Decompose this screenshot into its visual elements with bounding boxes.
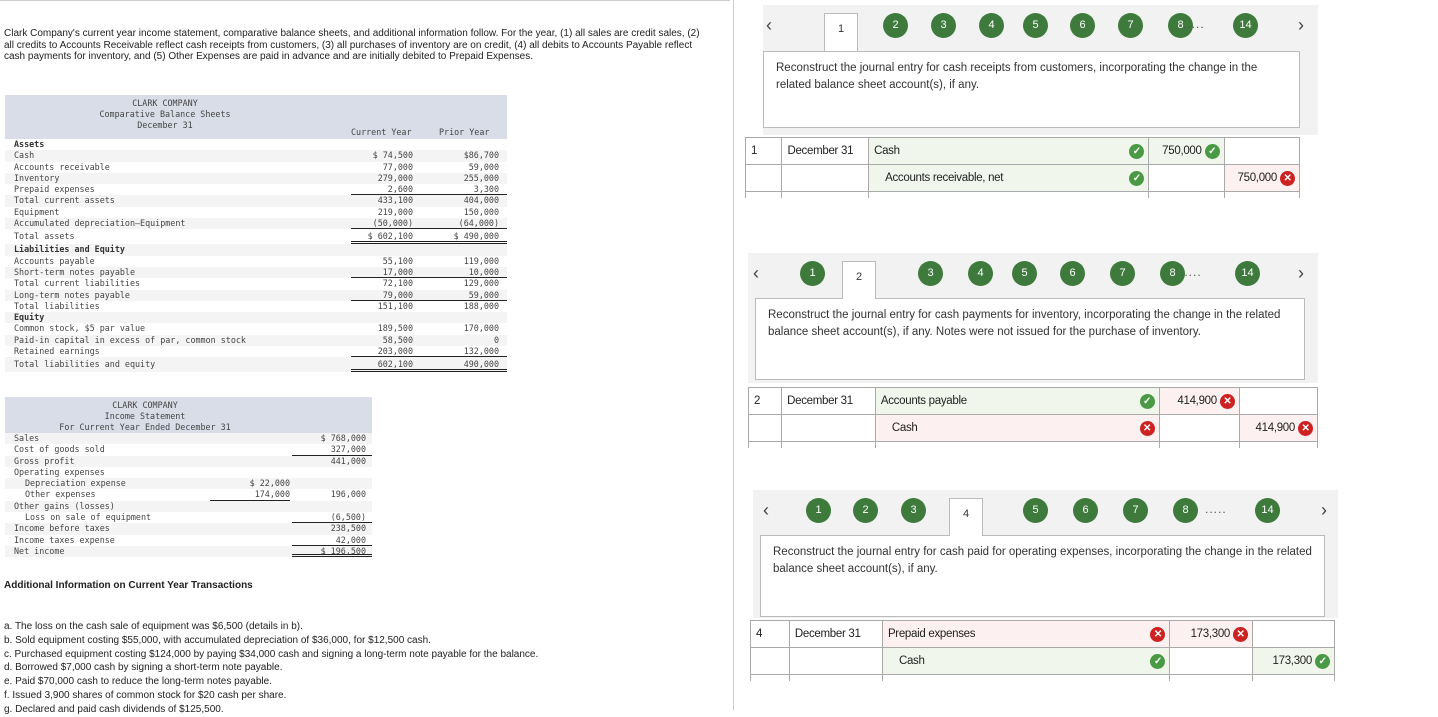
additional-info-item: d. Borrowed $7,000 cash by signing a short-term note payable. [4, 662, 283, 674]
subtotal-value: 174,000 [210, 489, 290, 500]
current-year-value: $ 74,500 [372, 150, 413, 161]
problem-intro: Clark Company's current year income statement, comparative balance sheets, and additional information follow. For the year, (1) all sales are credit sales, (2) all credits to Accounts Receivable reflect cash receipts from customers, (3) all purchases of inventory are on credit, (4) all debits to Accounts Payable reflect cash payments for inventory, and (5) Other Expenses are paid in advance and are initially debited to Prepaid Expenses. [4, 28, 700, 62]
credit-cell[interactable] [1224, 138, 1299, 165]
prior-year-value: 188,000 [463, 300, 499, 311]
date-cell [789, 621, 882, 648]
current-year-value: 433,100 [377, 195, 413, 206]
row-label: Total current assets [14, 195, 115, 206]
question-text: Reconstruct the journal entry for cash paid for operating expenses, incorporating the change in the related balance sheet account(s), if any. [760, 535, 1325, 617]
tab-6[interactable]: 6 [1073, 498, 1098, 523]
income-statement-row [5, 523, 372, 534]
prior-year-value [421, 139, 507, 150]
current-year-value: 279,000 [377, 172, 413, 183]
subtotal-value [210, 523, 290, 534]
total-value: $ 196,500 [292, 546, 372, 557]
empty-cell [875, 442, 1159, 448]
tab-7[interactable]: 7 [1110, 261, 1135, 286]
date-cell [789, 648, 882, 675]
additional-info-item: c. Purchased equipment costing $124,000 by paying $34,000 cash and signing a long-term note payable for the balance. [4, 648, 539, 660]
tab-1[interactable]: 1 [806, 498, 831, 523]
credit-cell[interactable] [1239, 388, 1317, 415]
date-cell [782, 388, 876, 415]
entry-number [751, 648, 790, 675]
entry-number [749, 415, 782, 442]
row-label: Equipment [14, 206, 60, 217]
row-label: Prepaid expenses [14, 184, 95, 195]
empty-cell [782, 442, 876, 448]
prior-year-value: 10,000 [421, 267, 507, 278]
additional-info-list [4, 620, 538, 717]
journal-entry-table [750, 620, 1335, 681]
row-label: Other gains (losses) [14, 500, 115, 511]
income-statement-row [5, 433, 372, 444]
current-year-value: 151,100 [377, 300, 413, 311]
current-year-value: 72,100 [382, 278, 413, 289]
income-statement-title-line: CLARK COMPANY [112, 400, 178, 410]
tab-2[interactable]: 2 [842, 261, 876, 299]
subtotal-value [210, 433, 290, 444]
debit-cell-text: 750,000 [1162, 145, 1202, 157]
row-label: Operating expenses [14, 466, 105, 477]
total-value [292, 467, 372, 478]
question-tabs [753, 490, 1338, 530]
previous-arrow-button[interactable]: ‹ [763, 500, 769, 520]
debit-cell[interactable] [1170, 648, 1253, 675]
credit-cell[interactable] [1224, 165, 1299, 192]
additional-info-item: g. Declared and paid cash dividends of $125,500. [4, 703, 224, 715]
journal-question-2 [748, 253, 1318, 434]
income-statement-row [5, 478, 372, 489]
balance-sheet-row [5, 301, 507, 312]
tab-14[interactable]: 14 [1235, 261, 1260, 286]
income-statement-row [5, 535, 372, 546]
tab-5[interactable]: 5 [1023, 498, 1048, 523]
debit-cell-text: 173,300 [1190, 628, 1231, 640]
balance-sheet-row [5, 218, 507, 229]
panel-divider [733, 0, 734, 710]
income-statement-row [5, 467, 372, 478]
row-label: Total liabilities and equity [14, 359, 156, 370]
x-icon: ✕ [1233, 627, 1248, 642]
income-statement-row [5, 512, 372, 523]
total-value [292, 478, 372, 489]
account-cell-text: Cash [891, 422, 918, 434]
empty-cell [1239, 442, 1317, 448]
row-label: Total liabilities [14, 300, 100, 311]
tab-5[interactable]: 5 [1023, 13, 1048, 38]
row-label: Sales [14, 433, 40, 443]
entry-number [749, 388, 782, 415]
prior-year-value: 490,000 [421, 357, 507, 372]
journal-row [749, 388, 1318, 415]
current-year-value: 189,500 [377, 323, 413, 334]
prior-year-value: 132,000 [421, 346, 507, 357]
balance-sheet-row [5, 323, 507, 334]
total-value [292, 501, 372, 512]
balance-sheet-row [5, 267, 507, 278]
empty-cell [746, 192, 782, 198]
check-icon: ✓ [1140, 394, 1155, 409]
income-statement-title-line: For Current Year Ended December 31 [59, 422, 231, 432]
total-value: (6,500) [292, 512, 372, 523]
balance-sheet [5, 95, 507, 372]
date-cell-text: December 31 [787, 145, 854, 157]
check-icon: ✓ [1315, 654, 1330, 669]
subtotal-value [210, 456, 290, 467]
balance-sheet-header [5, 95, 507, 139]
account-cell[interactable] [869, 138, 1149, 165]
empty-cell [1149, 192, 1224, 198]
previous-arrow-button[interactable]: ‹ [753, 263, 759, 283]
row-label: Paid-in capital in excess of par, common stock [14, 334, 246, 345]
tab-2[interactable]: 2 [853, 498, 878, 523]
total-value: 238,500 [330, 523, 366, 534]
tab-3[interactable]: 3 [918, 261, 943, 286]
prior-year-value: 59,000 [468, 161, 499, 172]
journal-row [751, 648, 1335, 675]
prior-year-value: 150,000 [463, 206, 499, 217]
tabs-ellipsis: ..... [1205, 502, 1227, 516]
income-statement-title-line: Income Statement [104, 411, 186, 421]
next-arrow-button[interactable]: › [1321, 500, 1327, 520]
prior-year-value [421, 312, 507, 323]
tab-8[interactable]: 8 [1160, 261, 1185, 286]
subtotal-value [210, 467, 290, 478]
journal-row [751, 621, 1335, 648]
journal-row-empty [749, 442, 1318, 448]
debit-cell[interactable] [1159, 388, 1239, 415]
entry-number [746, 165, 782, 192]
subtotal-value [210, 546, 290, 557]
x-icon: ✕ [1280, 171, 1295, 186]
account-cell-text: Cash [898, 655, 925, 667]
journal-question-1 [751, 5, 1318, 184]
subtotal-value [210, 444, 290, 455]
row-label: Loss on sale of equipment [25, 512, 152, 523]
tab-3[interactable]: 3 [901, 498, 926, 523]
credit-cell-text: 750,000 [1237, 172, 1277, 184]
journal-row [749, 415, 1318, 442]
balance-sheet-title-line: CLARK COMPANY [132, 98, 198, 108]
additional-info-item: f. Issued 3,900 shares of common stock for $20 cash per share. [4, 689, 287, 701]
tab-1[interactable]: 1 [800, 261, 825, 286]
entry-number-text: 1 [751, 145, 758, 157]
row-label: Depreciation expense [25, 478, 126, 489]
subtotal-value [210, 512, 290, 523]
empty-cell [751, 675, 790, 681]
income-statement-row [5, 456, 372, 467]
x-icon: ✕ [1220, 394, 1235, 409]
credit-cell-text: 173,300 [1272, 655, 1312, 667]
prior-year-value: 3,300 [421, 184, 507, 195]
current-year-value [351, 139, 421, 150]
entry-number [746, 138, 782, 165]
current-year-value [351, 244, 421, 255]
subtotal-value [210, 501, 290, 512]
additional-info-item: b. Sold equipment costing $55,000, with accumulated depreciation of $36,000, for $12,500 cash. [4, 634, 431, 646]
prior-year-value: 129,000 [463, 278, 499, 289]
balance-sheet-title-line: Comparative Balance Sheets [99, 109, 231, 119]
prior-year-value: 255,000 [463, 172, 499, 183]
question-tabs [763, 5, 1318, 45]
subtotal-value: $ 22,000 [249, 478, 290, 489]
question-tabs [748, 253, 1318, 293]
debit-cell[interactable] [1159, 415, 1239, 442]
current-year-value: 58,500 [382, 334, 413, 345]
empty-cell [789, 675, 882, 681]
row-label: Other expenses [25, 489, 96, 500]
total-value: 327,000 [292, 444, 372, 455]
row-label: Retained earnings [14, 346, 100, 357]
row-label: Accounts receivable [14, 161, 110, 172]
debit-cell[interactable] [1170, 621, 1253, 648]
journal-row [746, 165, 1300, 192]
row-label: Inventory [14, 172, 60, 183]
journal-row-empty [746, 192, 1300, 198]
account-cell[interactable] [875, 415, 1159, 442]
tab-4[interactable]: 4 [949, 498, 983, 536]
next-arrow-button[interactable]: › [1298, 263, 1304, 283]
balance-sheet-row [5, 278, 507, 289]
row-label: Accumulated depreciation—Equipment [14, 218, 186, 229]
prior-year-value: 170,000 [463, 323, 499, 334]
income-statement-row [5, 546, 372, 557]
current-year-value: 79,000 [351, 290, 421, 301]
journal-row [746, 138, 1300, 165]
journal-row-empty [751, 675, 1335, 681]
question-text: Reconstruct the journal entry for cash payments for inventory, incorporating the change in the related balance sheet account(s), if any. Notes were not issued for the purchase of inventory. [755, 298, 1305, 380]
tab-8[interactable]: 8 [1168, 13, 1193, 38]
account-cell-text: Accounts receivable, net [885, 172, 1004, 184]
tab-14[interactable]: 14 [1233, 13, 1258, 38]
tab-6[interactable]: 6 [1070, 13, 1095, 38]
journal-entry-table [745, 137, 1300, 198]
tab-8[interactable]: 8 [1173, 498, 1198, 523]
income-statement [5, 397, 372, 557]
total-value: 42,000 [292, 535, 372, 546]
account-cell-text: Cash [874, 145, 900, 157]
current-year-value: 17,000 [351, 267, 421, 278]
balance-sheet-row [5, 195, 507, 206]
tab-5[interactable]: 5 [1012, 261, 1037, 286]
account-cell[interactable] [875, 388, 1159, 415]
tab-3[interactable]: 3 [931, 13, 956, 38]
check-icon: ✓ [1129, 144, 1144, 159]
row-label: Long-term notes payable [14, 289, 130, 300]
current-year-value: 55,100 [382, 255, 413, 266]
total-value: 441,000 [330, 455, 366, 466]
total-value: $ 768,000 [320, 433, 366, 443]
account-cell-text: Prepaid expenses [887, 628, 976, 640]
prior-year-value: $86,700 [463, 150, 499, 161]
x-icon: ✕ [1298, 421, 1313, 436]
row-label: Liabilities and Equity [14, 244, 125, 255]
entry-number-text: 4 [756, 628, 763, 640]
prior-year-value: 59,000 [421, 290, 507, 301]
current-year-value: 203,000 [351, 346, 421, 357]
tabs-ellipsis: ..... [1180, 265, 1202, 279]
row-label: Income taxes expense [14, 534, 115, 545]
income-statement-header [5, 397, 372, 433]
date-cell [782, 165, 869, 192]
income-statement-row [5, 489, 372, 500]
check-icon: ✓ [1150, 654, 1165, 669]
tab-2[interactable]: 2 [883, 13, 908, 38]
entry-number [751, 621, 790, 648]
balance-sheet-row [5, 290, 507, 301]
current-year-value: 219,000 [377, 206, 413, 217]
prior-year-value: 119,000 [463, 255, 499, 266]
current-year-value [351, 312, 421, 323]
balance-sheet-row [5, 162, 507, 173]
additional-info-title: Additional Information on Current Year Transactions [4, 580, 253, 591]
prior-year-value: (64,000) [421, 218, 507, 229]
account-cell-text: Accounts payable [880, 395, 967, 407]
balance-sheet-title-line: December 31 [137, 120, 193, 130]
account-cell[interactable] [882, 648, 1169, 675]
income-statement-row [5, 444, 372, 455]
empty-cell [1159, 442, 1239, 448]
row-label: Net income [14, 545, 65, 556]
tab-1[interactable]: 1 [824, 13, 858, 51]
debit-cell[interactable] [1149, 165, 1224, 192]
tab-6[interactable]: 6 [1060, 261, 1085, 286]
balance-sheet-row [5, 150, 507, 161]
tabs-ellipsis: ..... [1183, 17, 1205, 31]
previous-arrow-button[interactable]: ‹ [766, 15, 772, 35]
balance-sheet-row [5, 256, 507, 267]
date-cell [782, 138, 869, 165]
account-cell[interactable] [882, 621, 1169, 648]
account-cell[interactable] [869, 165, 1149, 192]
date-cell-text: December 31 [794, 628, 861, 640]
balance-sheet-row [5, 139, 507, 150]
row-label: Common stock, $5 par value [14, 323, 146, 334]
row-label: Income before taxes [14, 523, 110, 534]
balance-sheet-row [5, 173, 507, 184]
prior-year-header: Prior Year [439, 127, 490, 137]
empty-cell [782, 192, 869, 198]
tab-4[interactable]: 4 [979, 13, 1004, 38]
row-label: Cash [14, 150, 35, 161]
subtotal-value [210, 535, 290, 546]
row-label: Accounts payable [14, 255, 95, 266]
credit-cell[interactable] [1253, 621, 1335, 648]
tab-4[interactable]: 4 [968, 261, 993, 286]
row-label: Equity [14, 312, 45, 323]
balance-sheet-row [5, 357, 507, 372]
credit-cell-text: 414,900 [1255, 422, 1295, 434]
balance-sheet-row [5, 346, 507, 357]
current-year-value: $ 602,100 [351, 229, 421, 244]
journal-question-4 [753, 490, 1338, 667]
prior-year-value [421, 244, 507, 255]
balance-sheet-row [5, 335, 507, 346]
row-label: Total current liabilities [14, 278, 141, 289]
prior-year-value: 0 [493, 334, 499, 345]
prior-year-value: 404,000 [463, 195, 499, 206]
row-label: Gross profit [14, 455, 75, 466]
additional-info-item: a. The loss on the cash sale of equipment was $6,500 (details in b). [4, 621, 303, 632]
row-label: Total assets [14, 231, 75, 242]
check-icon: ✓ [1129, 171, 1144, 186]
x-icon: ✕ [1150, 627, 1165, 642]
check-icon: ✓ [1205, 144, 1220, 159]
prior-year-value: $ 490,000 [421, 229, 507, 244]
entry-number-text: 2 [754, 395, 761, 407]
credit-cell[interactable] [1253, 648, 1335, 675]
row-label: Cost of goods sold [14, 444, 105, 455]
row-label: Assets [14, 139, 45, 149]
current-year-value: 2,600 [351, 184, 421, 195]
debit-cell[interactable] [1149, 138, 1224, 165]
empty-cell [869, 192, 1149, 198]
income-statement-row [5, 501, 372, 512]
empty-cell [1170, 675, 1253, 681]
balance-sheet-row [5, 312, 507, 323]
empty-cell [749, 442, 782, 448]
additional-info-item: e. Paid $70,000 cash to reduce the long-term notes payable. [4, 676, 272, 688]
question-text: Reconstruct the journal entry for cash receipts from customers, incorporating the change in the related balance sheet account(s), if any. [763, 51, 1300, 128]
empty-cell [882, 675, 1169, 681]
current-year-value: (50,000) [351, 218, 421, 229]
tab-14[interactable]: 14 [1255, 498, 1280, 523]
date-cell-text: December 31 [787, 395, 853, 407]
balance-sheet-row [5, 244, 507, 255]
balance-sheet-row [5, 207, 507, 218]
current-year-value: 602,100 [351, 357, 421, 372]
debit-cell-text: 414,900 [1177, 395, 1217, 407]
tab-7[interactable]: 7 [1118, 13, 1143, 38]
empty-cell [1224, 192, 1299, 198]
date-cell [782, 415, 876, 442]
tab-7[interactable]: 7 [1123, 498, 1148, 523]
next-arrow-button[interactable]: › [1298, 15, 1304, 35]
x-icon: ✕ [1140, 421, 1155, 436]
current-year-value: 77,000 [382, 161, 413, 172]
empty-cell [1253, 675, 1335, 681]
journal-entry-table [748, 387, 1318, 448]
balance-sheet-row [5, 184, 507, 195]
credit-cell[interactable] [1239, 415, 1317, 442]
row-label: Short-term notes payable [14, 266, 136, 277]
current-year-header: Current Year [351, 127, 412, 137]
balance-sheet-row [5, 229, 507, 244]
total-value: 196,000 [330, 489, 366, 500]
